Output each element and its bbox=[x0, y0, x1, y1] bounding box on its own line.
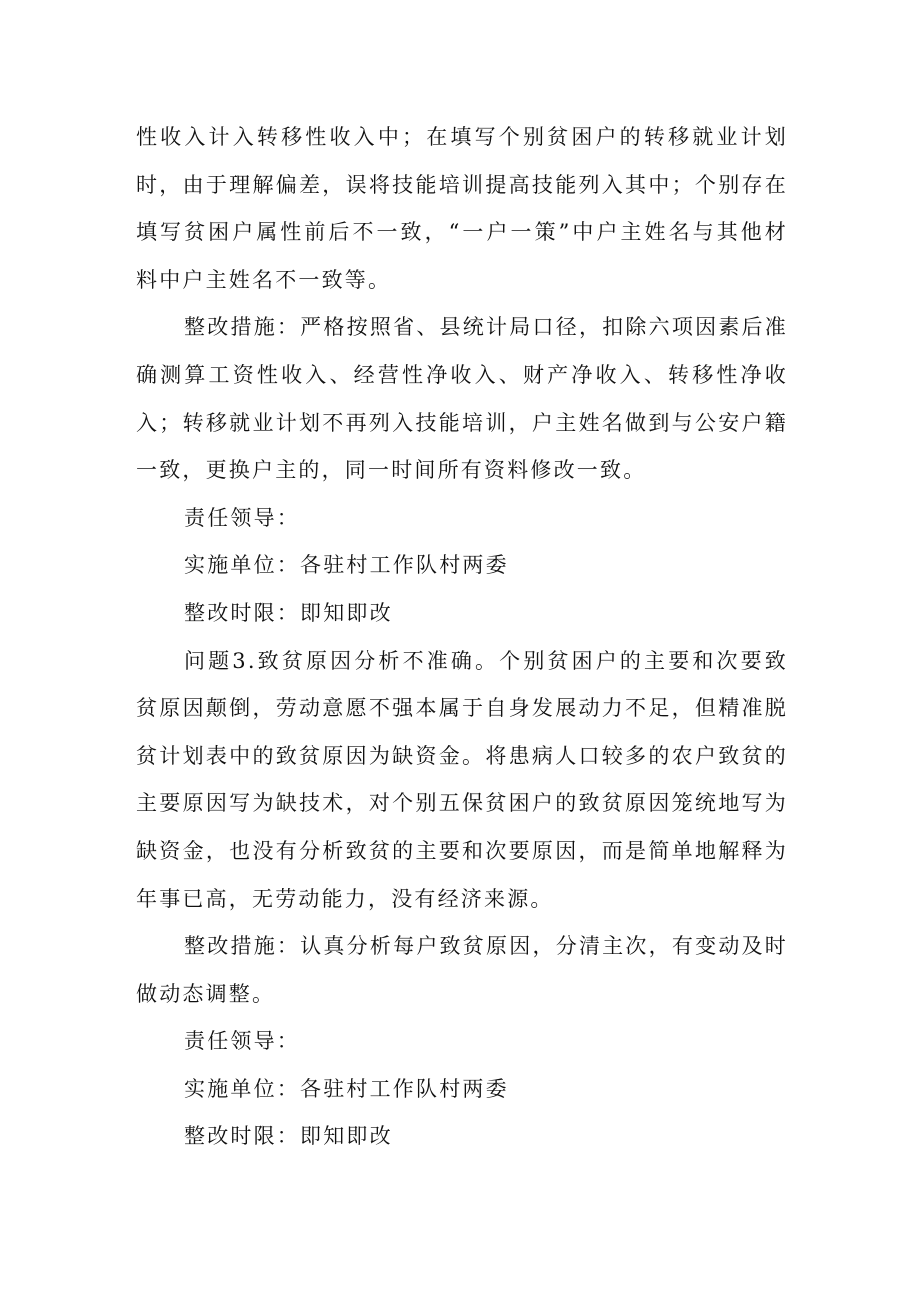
paragraph-implementing-unit-1: 实施单位：各驻村工作队村两委 bbox=[184, 553, 509, 578]
document-body bbox=[136, 114, 788, 1161]
paragraph-responsible-leader-2: 责任领导： bbox=[184, 1029, 300, 1054]
paragraph-deadline-1: 整改时限：即知即改 bbox=[184, 600, 393, 625]
paragraph-rectification-measures-1: 整改措施：严格按照省、县统计局口径，扣除六项因素后准确测算工资性收入、经营性净收入、财产净收入、转移性净收入；转移就业计划不再列入技能培训，户主姓名做到与公安户籍一致，更换户主的，同一时间所有资料修改一致。 bbox=[136, 315, 788, 483]
paragraph-problem-3: 问题3.致贫原因分析不准确。个别贫困户的主要和次要致贫原因颠倒，劳动意愿不强本属于自身发展动力不足，但精准脱贫计划表中的致贫原因为缺资金。将患病人口较多的农户致贫的主要原因写为缺技术，对个别五保贫困户的致贫原因笼统地写为缺资金，也没有分析致贫的主要和次要原因，而是简单地解释为年事已高，无劳动能力，没有经济来源。 bbox=[136, 648, 788, 911]
paragraph-deadline-2: 整改时限：即知即改 bbox=[184, 1124, 393, 1149]
paragraph-responsible-leader-1: 责任领导： bbox=[184, 505, 300, 530]
paragraph-implementing-unit-2: 实施单位：各驻村工作队村两委 bbox=[184, 1076, 509, 1101]
paragraph-continuation: 性收入计入转移性收入中；在填写个别贫困户的转移就业计划时，由于理解偏差，误将技能培训提高技能列入其中；个别存在填写贫困户属性前后不一致，“一户一策”中户主姓名与其他材料中户主姓名不一致等。 bbox=[136, 125, 788, 292]
paragraph-rectification-measures-2: 整改措施：认真分析每户致贫原因，分清主次，有变动及时做动态调整。 bbox=[136, 934, 788, 1006]
